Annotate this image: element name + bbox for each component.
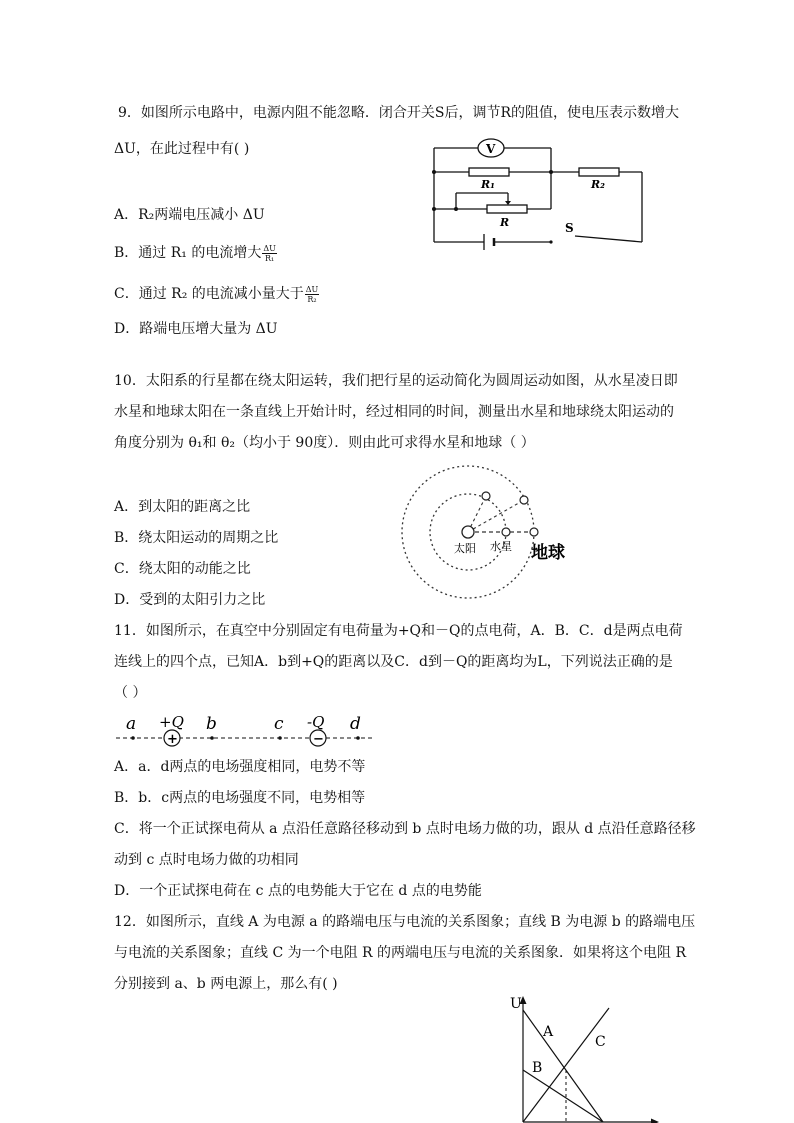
point-c-label: c [274,714,284,734]
q11-stem-line2: 连线上的四个点，已知A．b到+Q的距离以及C．d到－Q的距离均为L，下列说法正确的是 [114,654,673,670]
q9-option-d: D．路端电压增大量为 ΔU [114,321,278,337]
u-axis-label: U [510,996,522,1012]
rheostat-r [487,205,527,213]
point-b-label: b [206,714,217,734]
q11-option-c-line2: 动到 c 点时电场力做的功相同 [114,852,299,868]
q10-stem-line3: 角度分别为 θ₁和 θ₂（均小于 90度）．则由此可求得水星和地球（ ） [114,435,535,451]
positive-charge-sign: + [167,732,178,747]
mercury-label: 水星 [490,540,512,553]
q10-stem-line2: 水星和地球太阳在一条直线上开始计时，经过相同的时间，测量出水星和地球绕太阳运动的 [114,404,674,420]
q10-option-b: B．绕太阳运动的周期之比 [114,530,279,546]
resistor-r2 [579,168,619,176]
q9-stem-line2: ΔU，在此过程中有( ) [114,141,250,157]
line-a-label: A [543,1024,554,1040]
earth-icon [530,528,538,536]
resistor-r1 [469,168,509,176]
q9-option-c [114,284,319,304]
q11-option-d: D．一个正试探电荷在 c 点的电势能大于它在 d 点的电势能 [114,883,482,899]
switch-pivot [549,240,552,243]
q9-option-b-text: B．通过 R₁ 的电流增大 [114,245,262,261]
q10-option-c: C．绕太阳的动能之比 [114,561,251,577]
line-b [523,1070,603,1122]
line-c-label: C [595,1034,606,1050]
q11-option-c-line1: C．将一个正试探电荷从 a 点沿任意路径移动到 b 点时电场力做的功，跟从 d 点沿任意路径移 [114,821,696,837]
point-d-label: d [350,714,361,734]
q11-charge-diagram [114,712,376,752]
switch-label: S [565,221,574,235]
q9-option-c-fraction [305,285,320,304]
point-a-label: a [126,714,137,734]
q9-stem-line1: 9．如图所示电路中，电源内阻不能忽略．闭合开关S后，调节R的阻值，使电压表示数增大 [118,105,680,121]
minus-q-label: -Q [307,713,325,731]
mercury-later-icon [482,492,490,500]
q11-option-b: B．b．c两点的电场强度不同，电势相等 [114,790,366,806]
q11-stem-line1: 11．如图所示，在真空中分别固定有电荷量为+Q和－Q的点电荷，A．B．C．d是两点电荷 [114,623,683,639]
q12-ui-graph [505,988,665,1123]
q11-option-a: A．a．d两点的电场强度相同，电势不等 [114,759,366,775]
q10-option-d: D．受到的太阳引力之比 [114,592,266,608]
q12-stem-line2: 与电流的关系图象；直线 C 为一个电阻 R 的两端电压与电流的关系图象．如果将这个电阻 R [114,945,687,961]
negative-charge-sign: − [313,732,324,747]
q9-option-b-fraction [262,244,277,263]
line-b-label: B [532,1060,543,1076]
q9-option-c-text: C．通过 R₂ 的电流减小量大于 [114,286,304,302]
rheostat-r-label: R [500,216,510,229]
q9-option-b-numerator: ΔU [263,243,276,253]
mercury-icon [502,528,510,536]
sun-icon [462,526,474,538]
q9-option-a: A．R₂两端电压减小 ΔU [114,207,265,223]
earth-later-icon [520,496,528,504]
voltmeter-label: V [486,142,496,156]
q9-circuit-diagram [425,130,655,250]
q10-orbit-diagram [398,460,588,610]
point-b [210,736,214,740]
q12-stem-line1: 12．如图所示，直线 A 为电源 a 的路端电压与电流的关系图象；直线 B 为电源 b 的路端电压 [114,914,696,930]
q9-option-c-denominator: R₂ [307,294,317,304]
q10-option-a: A．到太阳的距离之比 [114,499,251,515]
point-d [356,736,360,740]
q11-stem-line3: （ ） [114,685,147,701]
q10-stem-line1: 10．太阳系的行星都在绕太阳运转，我们把行星的运动简化为圆周运动如图，从水星凌日即 [114,373,678,389]
plus-q-label: +Q [159,713,184,731]
resistor-r1-label: R₁ [481,178,495,191]
point-a [131,736,135,740]
earth-label: 地球 [531,543,565,563]
q9-option-b-denominator: R₁ [264,253,275,263]
q9-option-b [114,243,277,263]
q9-option-c-numerator: ΔU [305,284,319,294]
q12-stem-line3: 分别接到 a、b 两电源上，那么有( ) [114,976,338,992]
resistor-r2-label: R₂ [591,178,605,191]
sun-label: 太阳 [454,542,476,555]
i-axis-arrow-icon [651,1119,659,1123]
point-c [278,736,282,740]
